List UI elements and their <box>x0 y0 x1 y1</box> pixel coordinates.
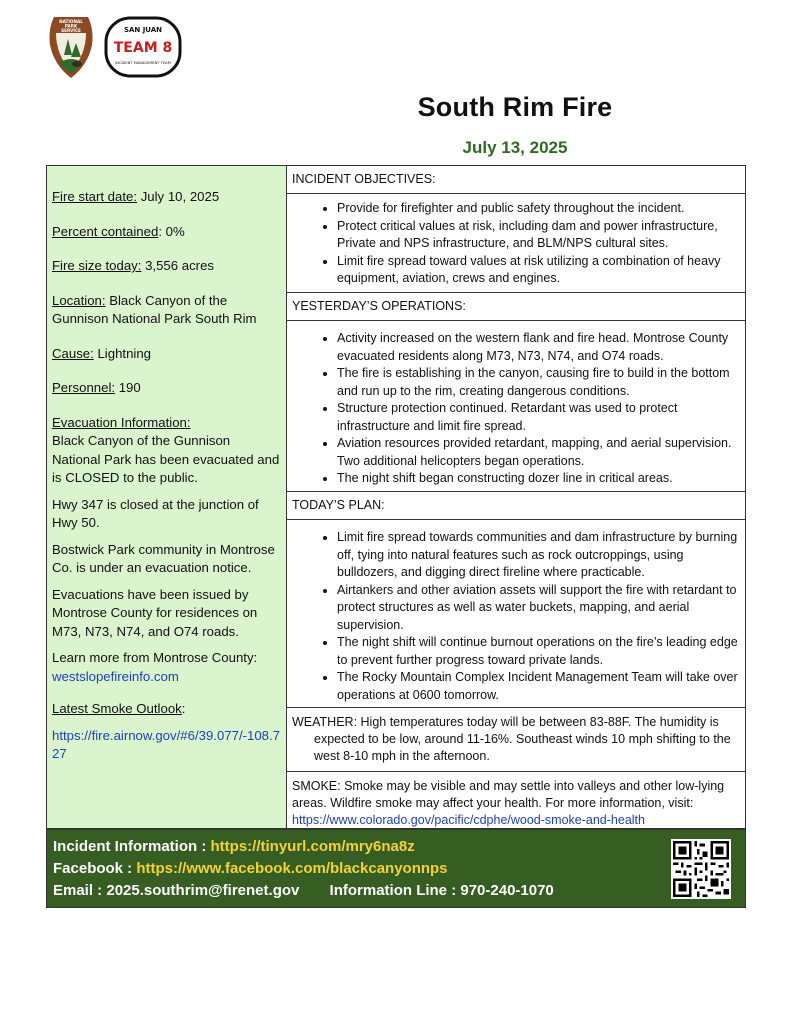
list-item: • Activity increased on the western flank and fire head. Montrose County evacuated residents along M73, N73, N74, and O74 roads. <box>337 330 739 365</box>
list-item: • Airtankers and other aviation assets will support the fire with retardant to protect structures as well as water buckets, mapping, and aerial supervision. <box>337 582 739 635</box>
svg-text:TEAM 8: TEAM 8 <box>113 40 173 56</box>
evacuation-text-2: Hwy 347 is closed at the junction of Hwy 50. <box>52 496 259 530</box>
list-item: • Limit fire spread towards communities and dam infrastructure by burning off, tying into natural features such as rock outcroppings, using bulldozers, and digging direct fireline where practicable. <box>337 529 739 582</box>
cause-value: Lightning <box>97 345 151 361</box>
svg-text:PARK: PARK <box>64 23 78 29</box>
smoke-text: SMOKE: Smoke may be visible and may settle into valleys and other low-lying areas. Wildfire smoke may affect your health. For more information, visit: <box>292 779 725 810</box>
fire-size-row <box>52 257 280 276</box>
facebook-link[interactable]: https://www.facebook.com/blackcanyonnps <box>136 860 448 877</box>
weather-text: WEATHER: High temperatures today will be between 83-88F. The humidity is expected to be low, around 11-16%. Southeast winds 10 mph shifting to the west 8-10 mph in the afternoon. <box>292 715 731 763</box>
email-text[interactable]: Email : 2025.southrim@firenet.gov <box>53 882 300 899</box>
main-table <box>46 165 746 829</box>
fire-start-label: Fire start date: <box>52 189 138 204</box>
list-item: • The fire is establishing in the canyon, causing fire to build in the bottom and run up to the rim, creating dangerous conditions. <box>337 365 739 400</box>
list-item: • The night shift began constructing dozer line in critical areas. <box>337 470 739 488</box>
cause-label: Cause: <box>52 345 94 361</box>
learn-more-text: Learn more from Montrose County: <box>52 650 258 665</box>
today-body <box>287 520 745 708</box>
evacuation-text-1: Black Canyon of the Gunnison National Park has been evacuated and is CLOSED to the public. <box>52 433 280 485</box>
objectives-body <box>287 194 745 293</box>
today-list <box>313 529 739 704</box>
san-juan-team8-logo <box>104 16 182 78</box>
contact-footer <box>46 829 746 908</box>
evacuation-heading: Evacuation Information: <box>52 414 191 430</box>
size-value: 3,556 acres <box>145 258 215 273</box>
learn-more-block <box>52 649 280 686</box>
evacuation-text-3: Bostwick Park community in Montrose Co. is under an evacuation notice. <box>52 541 275 575</box>
email-phone-row <box>53 880 737 902</box>
list-item: • Protect critical values at risk, including dam and power infrastructure, Private and NPS infrastructure, and BLM/NPS cultural sites. <box>337 218 739 253</box>
personnel-row <box>52 379 280 398</box>
yesterday-body <box>287 321 745 492</box>
incident-info-row <box>53 836 737 858</box>
smoke-outlook-row <box>52 727 280 764</box>
smoke-outlook-heading: Latest Smoke Outlook <box>52 701 182 716</box>
evacuation-text-4: Evacuations have been issued by Montrose County for residences on M73, N73, N74, and O74 roads. <box>52 586 258 639</box>
size-label: Fire size today: <box>52 258 142 273</box>
location-value: Black Canyon of the Gunnison National Park South Rim <box>52 292 257 326</box>
incident-info-link[interactable]: https://tinyurl.com/mry6na8z <box>210 838 415 855</box>
facebook-label: Facebook : <box>53 860 137 877</box>
smoke-outlook-colon: : <box>181 701 186 716</box>
list-item: • Limit fire spread toward values at risk utilizing a combination of heavy equipment, aviation, crews and engines. <box>337 253 739 288</box>
report-date: July 13, 2025 <box>462 138 568 157</box>
objectives-list <box>313 200 739 288</box>
svg-text:SERVICE: SERVICE <box>61 28 81 33</box>
airnow-link[interactable]: https://fire.airnow.gov/#6/39.077/-108.727 <box>52 727 280 761</box>
content-column <box>287 166 745 828</box>
list-item: • The Rocky Mountain Complex Incident Management Team will take over operations at 0600 tomorrow. <box>337 669 739 704</box>
today-heading: TODAY’S PLAN: <box>287 492 745 520</box>
fire-start-row <box>52 188 280 207</box>
list-item: • Aviation resources provided retardant, mapping, and aerial supervision. Two additional helicopters began operations. <box>337 435 739 470</box>
svg-text:NATIONAL: NATIONAL <box>59 19 83 24</box>
cause-row <box>52 345 280 364</box>
svg-text:SAN JUAN: SAN JUAN <box>123 26 163 34</box>
percent-contained-row <box>52 223 280 242</box>
list-item: • Structure protection continued. Retardant was used to protect infrastructure and limit fire spread. <box>337 400 739 435</box>
personnel-value: 190 <box>118 380 141 395</box>
westslope-link[interactable]: westslopefireinfo.com <box>52 668 179 684</box>
personnel-label: Personnel: <box>52 380 116 395</box>
fire-start-value: July 10, 2025 <box>140 189 220 204</box>
evacuation-block <box>52 414 280 488</box>
info-line-text: Information Line : 970-240-1070 <box>329 882 554 899</box>
yesterday-heading: YESTERDAY’S OPERATIONS: <box>287 293 745 321</box>
contained-value: : 0% <box>158 223 185 239</box>
facebook-row <box>53 858 737 880</box>
incident-info-label: Incident Information : <box>53 838 211 855</box>
smoke-outlook-heading-row <box>52 700 280 719</box>
page-title: South Rim Fire <box>417 92 613 122</box>
list-item: • Provide for firefighter and public safety throughout the incident. <box>337 200 739 218</box>
location-row <box>52 292 280 329</box>
smoke-section <box>287 772 745 830</box>
cdphe-link[interactable]: https://www.colorado.gov/pacific/cdphe/wood-smoke-and-health <box>292 813 645 827</box>
location-label: Location: <box>52 292 106 308</box>
svg-text:INCIDENT MANAGEMENT TEAM: INCIDENT MANAGEMENT TEAM <box>115 61 171 65</box>
weather-section <box>287 708 745 772</box>
qr-code-icon[interactable] <box>671 839 731 899</box>
list-item: • The night shift will continue burnout operations on the fire’s leading edge to prevent further progress toward private lands. <box>337 634 739 669</box>
contained-label: Percent contained <box>52 223 159 239</box>
objectives-heading: INCIDENT OBJECTIVES: <box>287 166 745 194</box>
nps-arrowhead-logo <box>46 15 96 80</box>
fact-sidebar <box>47 166 287 828</box>
yesterday-list <box>313 330 739 488</box>
